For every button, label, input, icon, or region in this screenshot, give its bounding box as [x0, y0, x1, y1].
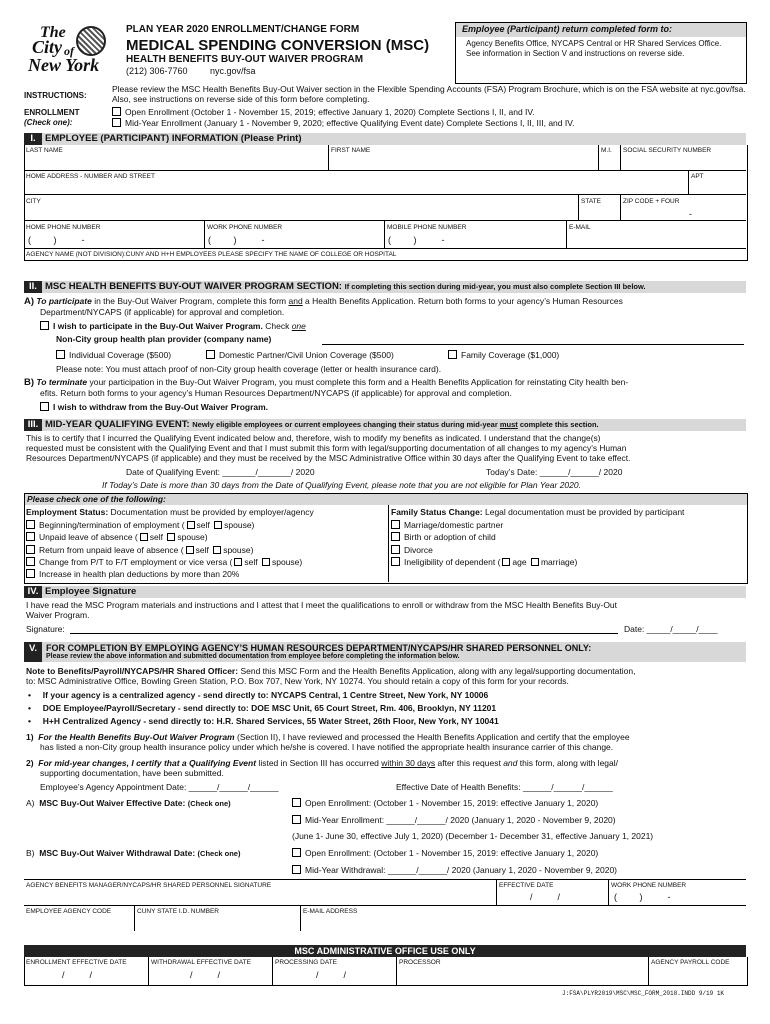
family-item-divorce[interactable]: Divorce: [391, 545, 433, 555]
employee-agency-code-label: EMPLOYEE AGENCY CODE: [26, 908, 112, 915]
first-name-field[interactable]: [330, 156, 596, 170]
section-2-b: B) To terminate your participation in the Buy-Out Waiver Program, you must complete this form and a Health Benefits Application for reinstating City health ben-: [24, 377, 629, 388]
employment-status-heading: Employment Status: Documentation must be provided by employer/agency: [26, 507, 314, 517]
individual-coverage-option[interactable]: Individual Coverage ($500): [56, 350, 171, 360]
agency-work-phone-label: WORK PHONE NUMBER: [611, 882, 687, 889]
family-item-1-checkbox[interactable]: [391, 520, 400, 529]
processing-date-label: PROCESSING DATE: [275, 959, 338, 966]
form-title: MEDICAL SPENDING CONVERSION (MSC): [126, 37, 430, 54]
midyear-enrollment-option[interactable]: Mid-Year Enrollment (January 1 - November 9, 2020; effective Qualifying Event date) Complete Sections I, II, III, and IV.: [112, 118, 574, 128]
instructions-text: Please review the MSC Health Benefits Buy-Out Waiver section in the Flexible Spending Accounts (FSA) Program Brochure, which is on the FSA website at nyc.gov/fsa. Also, see instructions on reverse side of this form before completing.: [112, 84, 746, 104]
mi-label: M.I.: [601, 147, 612, 154]
section-4-header: IV. Employee Signature: [24, 586, 746, 598]
form-subtitle: HEALTH BENEFITS BUY-OUT WAIVER PROGRAM: [126, 54, 364, 65]
section-5-header: V. FOR COMPLETION BY EMPLOYING AGENCY’S HUMAN RESOURCES DEPARTMENT/NYCAPS/HR SHARED PERSONNEL ONLY: Please review the above information and submitted documentation from employee before completing the information below.: [24, 642, 746, 662]
admin-header: MSC ADMINISTRATIVE OFFICE USE ONLY: [24, 945, 746, 957]
cuny-id-field[interactable]: [136, 917, 298, 930]
logo-city: City: [32, 37, 62, 57]
emp-item-1-checkbox[interactable]: [26, 520, 35, 529]
paragraph-2: 2) For mid-year changes, I certify that a Qualifying Event listed in Section III has occurred within 30 days after this request and this form, along with legal/: [26, 758, 619, 768]
phone-number: (212) 306-7760: [126, 66, 188, 76]
city-field[interactable]: [26, 207, 576, 219]
signature-label: Signature:: [26, 624, 65, 634]
home-phone-field[interactable]: ( ) -: [28, 235, 85, 245]
email-label: E-MAIL: [569, 224, 591, 231]
processing-date-field[interactable]: / /: [316, 970, 347, 980]
emp-item-pt-ft[interactable]: Change from P/T to F/T employment or vice versa ( self spouse): [26, 557, 302, 567]
logo-of: of: [64, 44, 74, 58]
return-box-title: Employee (Participant) return completed form to:: [456, 23, 746, 37]
wish-participate-checkbox[interactable]: [40, 321, 49, 330]
note-to-officer: Note to Benefits/Payroll/NYCAPS/HR Shared Officer: Send this MSC Form and the Health Benefits Application, along with any legal/supporting documentation,: [26, 666, 636, 676]
section-1-header: I. EMPLOYEE (PARTICIPANT) INFORMATION (Please Print): [24, 133, 746, 145]
section-2-header: II. MSC HEALTH BENEFITS BUY-OUT WAIVER PROGRAM SECTION: If completing this section during mid-year, you must also complete Section III below.: [24, 281, 746, 293]
family-item-birth[interactable]: Birth or adoption of child: [391, 532, 496, 542]
enrollment-effective-field[interactable]: / /: [62, 970, 93, 980]
effective-june-december: (June 1- June 30, effective July 1, 2020) (December 1- December 31, effective January 1, 2021): [292, 831, 654, 841]
todays-date[interactable]: Today’s Date: ______/______/ 2020: [486, 467, 623, 477]
attach-proof-note: Please note: You must attach proof of non-City group health coverage (letter or health insurance card).: [56, 364, 442, 374]
certify-line-2: requested must be consistent with the Qualifying Event and that I must submit this form with legal/supporting documentation of all changes to my agency’s Human: [26, 443, 627, 453]
domestic-partner-option[interactable]: Domestic Partner/Civil Union Coverage ($500): [206, 350, 394, 360]
enrollment-effective-label: ENROLLMENT EFFECTIVE DATE: [26, 959, 127, 966]
home-address-field[interactable]: [26, 182, 686, 194]
section-3-header: III. MID-YEAR QUALIFYING EVENT: Newly eligible employees or current employees changing their status during mid-year must complete this section.: [24, 419, 746, 431]
signature-date[interactable]: Date: _____/_____/____: [624, 624, 718, 634]
emp-item-increase-deductions[interactable]: Increase in health plan deductions by more than 20%: [26, 569, 239, 579]
processor-label: PROCESSOR: [399, 959, 441, 966]
agency-effective-date-field[interactable]: / /: [530, 892, 561, 902]
mobile-phone-field[interactable]: ( ) -: [388, 235, 445, 245]
ssn-label: SOCIAL SECURITY NUMBER: [623, 147, 712, 154]
ssn-field[interactable]: [622, 156, 744, 170]
withdrawal-midyear-checkbox[interactable]: [292, 865, 301, 874]
agency-effective-date-label: EFFECTIVE DATE: [499, 882, 554, 889]
admin-box: [24, 957, 748, 986]
effective-midyear-checkbox[interactable]: [292, 815, 301, 824]
domestic-partner-checkbox[interactable]: [206, 350, 215, 359]
certify-line-3: Resources Department/NYCAPS (if applicable) and they must be received by the MSC Administrative Office within 30 days after the Qualifying Event to take effect.: [26, 453, 631, 463]
family-item-4-checkbox[interactable]: [391, 557, 400, 566]
work-phone-field[interactable]: ( ) -: [208, 235, 265, 245]
section-2-a: A) To participate in the Buy-Out Waiver Program, complete this form and a Health Benefits Application. Return both forms to your agency’s Human Resources: [24, 296, 623, 307]
agency-signature-label: AGENCY BENEFITS MANAGER/NYCAPS/HR SHARED PERSONNEL SIGNATURE: [26, 882, 272, 889]
work-phone-label: WORK PHONE NUMBER: [207, 224, 283, 231]
withdrawal-open-checkbox[interactable]: [292, 848, 301, 857]
wish-withdraw-option[interactable]: I wish to withdraw from the Buy-Out Waiver Program.: [40, 402, 268, 412]
family-item-marriage[interactable]: Marriage/domestic partner: [391, 520, 503, 530]
paragraph-1-line2: has listed a non-City group health insurance policy under which he/she is covered. I have notified the appropriate health insurance carrier of this change.: [40, 742, 614, 752]
individual-checkbox[interactable]: [56, 350, 65, 359]
agency-email-label: E-MAIL ADDRESS: [303, 908, 358, 915]
mobile-phone-label: MOBILE PHONE NUMBER: [387, 224, 467, 231]
website[interactable]: nyc.gov/fsa: [210, 66, 256, 76]
email-field[interactable]: [568, 233, 744, 247]
last-name-label: LAST NAME: [26, 147, 63, 154]
bullet-centralized: • If your agency is a centralized agency - send directly to: NYCAPS Central, 1 Centre Street, New York, NY 10006: [28, 690, 489, 700]
family-item-2-checkbox[interactable]: [391, 532, 400, 541]
family-item-3-checkbox[interactable]: [391, 545, 400, 554]
footer-file-path: J:FSA\PLYR2019\MSC\MSC_FORM_2018.INDD 9/19 1K: [562, 990, 725, 997]
family-status-heading: Family Status Change: Legal documentation must be provided by participant: [391, 507, 685, 517]
enrollment-label: ENROLLMENT: [24, 108, 80, 117]
apt-label: APT: [691, 173, 704, 180]
note-to-officer-line2: to: MSC Administrative Office, Bowling Green Station, P.O. Box 707, New York, NY 10274. You should retain a copy of this form for your records.: [26, 676, 569, 686]
employee-agency-code-field[interactable]: [26, 917, 132, 930]
emp-item-return-leave[interactable]: Return from unpaid leave of absence ( self spouse): [26, 545, 253, 555]
open-enrollment-checkbox[interactable]: [112, 107, 121, 116]
logo-new-york: New York: [28, 55, 100, 75]
buyout-effective-heading: A) MSC Buy-Out Waiver Effective Date: (Check one): [26, 798, 231, 808]
agency-work-phone-field[interactable]: ( ) -: [614, 892, 671, 902]
bullet-doe: • DOE Employee/Payroll/Secretary - send directly to: DOE MSC Unit, 65 Court Street, Rm. 406, Brooklyn, NY 11201: [28, 703, 497, 713]
emp-item-5-checkbox[interactable]: [26, 569, 35, 578]
non-city-provider-field[interactable]: [322, 344, 744, 345]
city-label: CITY: [26, 198, 41, 205]
wish-participate-option[interactable]: I wish to participate in the Buy-Out Waiver Program. Check one: [40, 321, 306, 331]
seal-icon: [76, 26, 106, 56]
withdrawal-midyear[interactable]: Mid-Year Withdrawal: ______/______/ 2020 (January 1, 2020 - November 9, 2020): [292, 865, 617, 875]
first-name-label: FIRST NAME: [331, 147, 371, 154]
instructions-label: INSTRUCTIONS:: [24, 91, 87, 100]
withdrawal-effective-label: WITHDRAWAL EFFECTIVE DATE: [151, 959, 251, 966]
agency-email-field[interactable]: [302, 917, 744, 930]
agency-signature-field[interactable]: [26, 891, 494, 904]
eligibility-warning: If Today’s Date is more than 30 days from the Date of Qualifying Event, please note that you are not eligible for Plan Year 2020.: [102, 480, 581, 490]
return-box-text: Agency Benefits Office, NYCAPS Central or HR Shared Services Office. See information in Section V and instructions on reverse side.: [466, 39, 722, 58]
emp-item-begin-termination[interactable]: Beginning/termination of employment ( self spouse): [26, 520, 254, 530]
home-address-label: HOME ADDRESS - NUMBER AND STREET: [26, 173, 155, 180]
bullet-hh: • H+H Centralized Agency - send directly to: H.R. Shared Services, 55 Water Street, 26th Floor, New York, NY 10041: [28, 716, 499, 726]
certify-line-1: This is to certify that I incurred the Qualifying Event indicated below and, therefore, wish to modify my benefits as indicated. I understand that the change(s): [26, 433, 601, 443]
cuny-id-label: CUNY STATE I.D. NUMBER: [137, 908, 219, 915]
withdrawal-open-enrollment[interactable]: Open Enrollment: (October 1 - November 15, 2019: effective January 1, 2020): [292, 848, 598, 858]
non-city-provider-label: Non-City group health plan provider (company name): [56, 334, 272, 344]
agency-name-label: AGENCY NAME (NOT DIVISION):CUNY AND H+H EMPLOYEES PLEASE SPECIFY THE NAME OF COLLEGE OR HOSPITAL: [26, 251, 397, 258]
effective-open-enrollment[interactable]: Open Enrollment: (October 1 - November 15, 2019: effective January 1, 2020): [292, 798, 598, 808]
nyc-logo: [26, 22, 106, 78]
effective-midyear-enrollment[interactable]: Mid-Year Enrollment: ______/______/ 2020 (January 1, 2020 - November 9, 2020): [292, 815, 616, 825]
check-one-label: (Check one):: [24, 118, 73, 127]
effective-open-checkbox[interactable]: [292, 798, 301, 807]
midyear-enrollment-checkbox[interactable]: [112, 118, 121, 127]
family-item-ineligibility[interactable]: Ineligibility of dependent ( age marriage): [391, 557, 577, 567]
state-label: STATE: [581, 198, 601, 205]
attest-line-1: I have read the MSC Program materials and instructions and I attest that I meet the qualifications to enroll or withdraw from the MSC Health Benefits Buy-Out: [26, 600, 618, 610]
home-phone-label: HOME PHONE NUMBER: [26, 224, 101, 231]
zip-label: ZIP CODE + FOUR: [623, 198, 680, 205]
emp-item-4-checkbox[interactable]: [26, 557, 35, 566]
family-checkbox[interactable]: [448, 350, 457, 359]
wish-withdraw-checkbox[interactable]: [40, 402, 49, 411]
emp-item-unpaid-leave[interactable]: Unpaid leave of absence ( self spouse): [26, 532, 208, 542]
agency-payroll-code-label: AGENCY PAYROLL CODE: [651, 959, 730, 966]
last-name-field[interactable]: [26, 156, 326, 170]
appointment-date[interactable]: Employee’s Agency Appointment Date: ______/______/______: [40, 782, 279, 792]
zip-dash: -: [689, 209, 692, 219]
emp-item-2-checkbox[interactable]: [26, 532, 35, 541]
date-qualifying-event[interactable]: Date of Qualifying Event: _______/_______/ 2020: [126, 467, 315, 477]
plan-year: PLAN YEAR 2020 ENROLLMENT/CHANGE FORM: [126, 24, 360, 35]
family-coverage-option[interactable]: Family Coverage ($1,000): [448, 350, 559, 360]
section-2-b-line2: efits. Return both forms to your agency’s Human Resources Department/NYCAPS (if applicable) for approval and completion.: [40, 388, 512, 398]
return-box: [455, 22, 747, 84]
signature-field[interactable]: [70, 633, 618, 634]
effective-date-health-benefits[interactable]: Effective Date of Health Benefits: ______/______/______: [396, 782, 613, 792]
paragraph-1: 1) For the Health Benefits Buy-Out Waiver Program (Section II), I have reviewed and processed the Health Benefits Application and certify that the employee: [26, 732, 630, 742]
paragraph-2-line2: supporting documentation, have been submitted.: [40, 768, 224, 778]
check-one-following: Please check one of the following:: [25, 494, 747, 505]
buyout-withdrawal-heading: B) MSC Buy-Out Waiver Withdrawal Date: (Check one): [26, 848, 241, 858]
attest-line-2: Waiver Program.: [26, 610, 90, 620]
emp-item-3-checkbox[interactable]: [26, 545, 35, 554]
section-2-a-line2: Department/NYCAPS (if applicable) for approval and completion.: [40, 307, 285, 317]
logo-the: The: [40, 24, 66, 41]
withdrawal-effective-field[interactable]: / /: [190, 970, 221, 980]
open-enrollment-option[interactable]: Open Enrollment (October 1 - November 15, 2019; effective January 1, 2020) Complete Sections I, II, and IV.: [112, 107, 535, 117]
